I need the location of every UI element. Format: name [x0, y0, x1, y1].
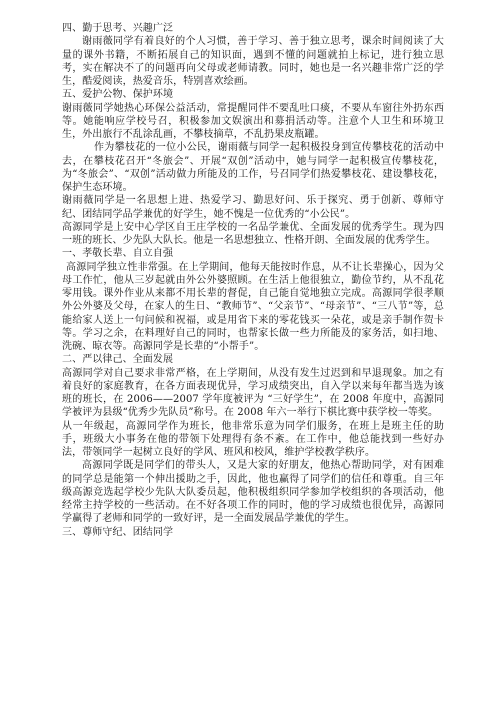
paragraph-environment-1: 谢雨薇同学她热心环保公益活动，常提醒同伴不要乱吐口痰，不要从车窗往外扔东西等。她能响应学校号召，积极参加文娱演出和募捐活动等。注意个人卫生和环境卫生，外出旅行不乱涂乱画，不攀枝摘草，不乱扔果皮瓶罐。 [62, 102, 444, 140]
paragraph-discipline: 高源同学对自己要求非常严格，在上学期间，从没有发生过迟到和早退现象。加之有着良好的家庭教育，在各方面表现优异，学习成绩突出，自入学以来每年都当选为该班的班长，在 2006——2007 学年度被评为 “三好学生”，在 2008 年度中，高源同学被评为县级“优秀少先队员”称号。在 2008 年六一举行下棋比赛中获学校一等奖。 [62, 367, 444, 419]
section-heading-filial: 一、孝敬长辈、自立自强 [62, 248, 174, 260]
paragraph-filial: 高源同学独立性非常强。在上学期间，他每天能按时作息，从不让长辈操心，因为父母工作忙，他从三岁起就由外公外婆照顾。在生活上他很独立，勤俭节约，从不乱花零用钱。课外作业从来都不用长辈的督促，自己能自觉地独立完成。高源同学很孝顺外公外婆及父母，在家人的生日、“教师节”、“父亲节”、“母亲节”、“三八节”等，总能给家人送上一句问候和祝福，或是用省下来的零花钱买一朵花，或是亲手制作贺卡等。学习之余，在料理好自己的同时，也帮家长做一些力所能及的家务活，如扫地、洗碗、晾衣等。高源同学是长辈的“小帮手”。 [62, 261, 444, 352]
section-heading-discipline: 二、严以律己、全面发展 [62, 354, 174, 366]
section-heading-interest: 四、勤于思考、兴趣广泛 [62, 23, 174, 34]
paragraph-environment-2: 作为攀枝花的一位小公民，谢雨薇与同学一起积极投身到宣传攀枝花的活动中去，在攀枝花召开“冬旅会”、开展“双创”活动中，她与同学一起积极宣传攀枝花，为“冬旅会”、“双创”活动做力所能及的工作，号召同学们热爱攀枝花、建设攀枝花，保护生态环境。 [62, 142, 444, 193]
paragraph-interest: 谢雨薇同学有着良好的个人习惯，善于学习、善于独立思考，课余时间阅读了大量的课外书籍，不断拓展自己的知识面，遇到不懂的问题就拍上标记，进行独立思考，实在解决不了的问题再向父母或老师请教。同时，她也是一名兴趣非常广泛的学生，酷爱阅读，热爱音乐，特别喜欢绘画。 [62, 36, 444, 87]
paragraph-student-intro: 高源同学是上安中心学区自王庄学校的一名品学兼优、全面发展的优秀学生。现为四一班的班长、少先队大队长。他是一名思想独立、性格开朗、全面发展的优秀学生。 [62, 221, 444, 246]
paragraph-summary: 谢雨薇同学是一名思想上进、热爱学习、勤思好问、乐于探究、勇于创新、尊师守纪、团结同学品学兼优的好学生，她不愧是一位优秀的“小公民”。 [62, 195, 444, 220]
paragraph-leadership: 从一年级起，高源同学作为班长，他非常乐意为同学们服务，在班上是班主任的助手，班级大小事务在他的带领下处理得有条不紊。在工作中，他总能找到一些好办法，带领同学一起树立良好的学风、班风和校风，维护学校教学秩序。 [62, 420, 444, 458]
section-heading-environment: 五、爱护公物、保护环境 [62, 89, 174, 101]
section-heading-respect: 三、尊师守纪、团结同学 [62, 526, 174, 538]
paragraph-role-model: 高源同学既是同学们的带头人，又是大家的好朋友，他热心帮助同学，对有困难的同学总是能第一个伸出援助之手，因此，他也赢得了同学们的信任和尊重。自三年级高源竞选起学校少先队大队委员起，他积极组织同学参加学校组织的各项活动，他经常主持学校的一些活动。在不好各项工作的同时，他的学习成绩也很优异，高源同学赢得了老师和同学的一致好评，是一全面发展品学兼优的学生。 [62, 460, 444, 525]
